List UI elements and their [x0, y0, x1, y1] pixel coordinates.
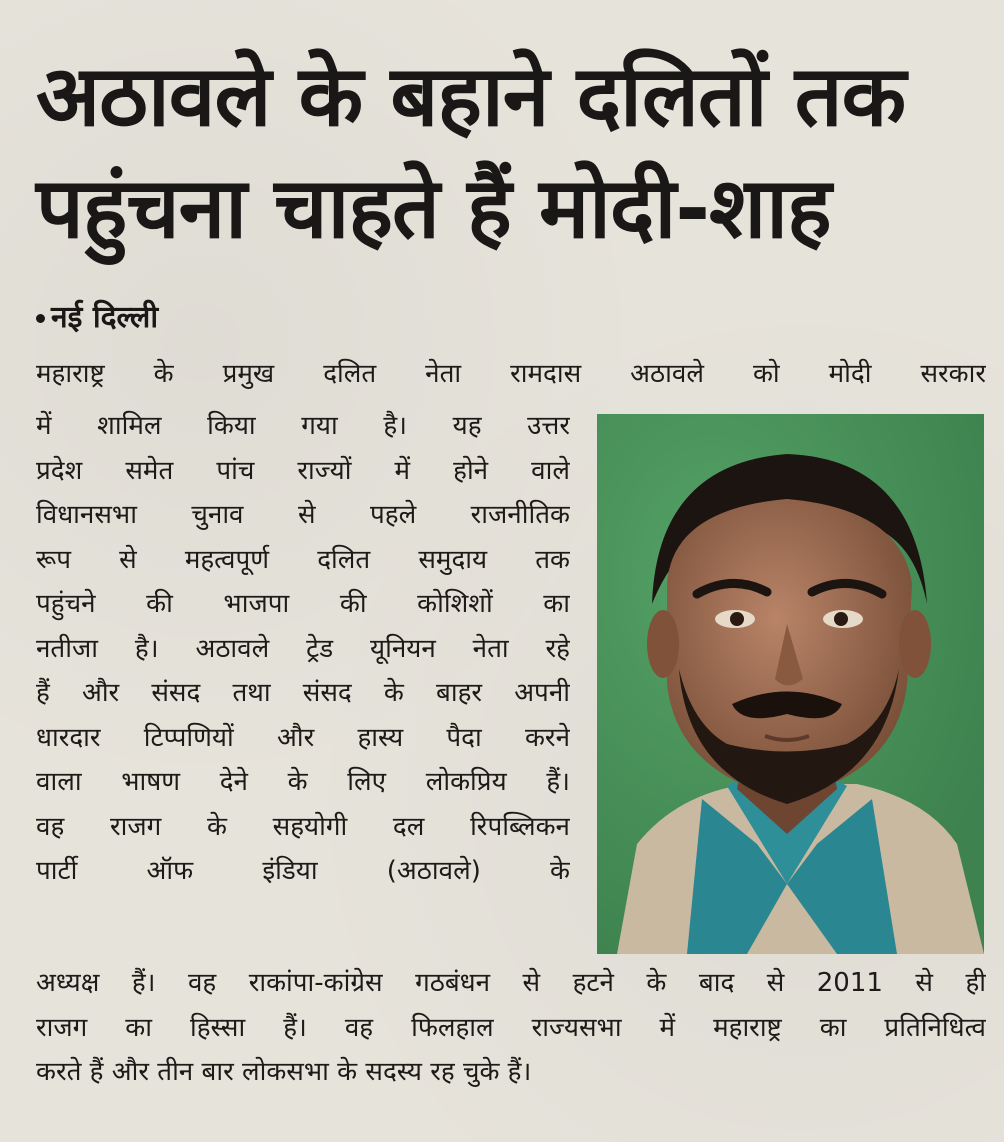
body-line: नतीजा है। अठावले ट्रेड यूनियन नेता रहे	[36, 633, 570, 664]
portrait-photo	[597, 414, 984, 954]
body-line: महाराष्ट्र के प्रमुख दलित नेता रामदास अठावले को मोदी सरकार	[36, 359, 986, 389]
dateline-text: नई दिल्ली	[51, 300, 159, 335]
body-line: वाला भाषण देने के लिए लोकप्रिय हैं।	[36, 767, 570, 797]
body-line: वह राजग के सहयोगी दल रिपब्लिकन	[36, 811, 570, 842]
body-column	[36, 404, 570, 894]
body-line: राजग का हिस्सा हैं। वह फिलहाल राज्यसभा में महाराष्ट्र का प्रतिनिधित्व	[36, 1012, 986, 1043]
headline-line-1: अठावले के बहाने दलितों तक	[36, 47, 906, 145]
body-line: पार्टी ऑफ इंडिया (अठावले) के	[36, 856, 570, 886]
body-line: करते हैं और तीन बार लोकसभा के सदस्य रह चुके हैं।	[36, 1057, 532, 1087]
body-line: में शामिल किया गया है। यह उत्तर	[36, 411, 570, 441]
portrait-illustration	[597, 414, 984, 954]
body-line: रूप से महत्वपूर्ण दलित समुदाय तक	[36, 544, 570, 575]
headline-line-2: पहुंचना चाहते हैं मोदी-शाह	[36, 159, 831, 257]
dateline	[36, 296, 158, 340]
body-line: धारदार टिप्पणियों और हास्य पैदा करने	[36, 722, 570, 753]
body-line: हैं और संसद तथा संसद के बाहर अपनी	[36, 678, 570, 708]
body-line: अध्यक्ष हैं। वह राकांपा-कांग्रेस गठबंधन से हटने के बाद से 2011 से ही	[36, 968, 986, 998]
body-line: विधानसभा चुनाव से पहले राजनीतिक	[36, 500, 570, 530]
headline	[36, 40, 986, 264]
body-bottom	[36, 961, 986, 1095]
bullet-icon	[36, 314, 45, 323]
body-line: प्रदेश समेत पांच राज्यों में होने वाले	[36, 455, 570, 486]
body-line: पहुंचने की भाजपा की कोशिशों का	[36, 589, 570, 619]
body-top	[36, 352, 986, 397]
